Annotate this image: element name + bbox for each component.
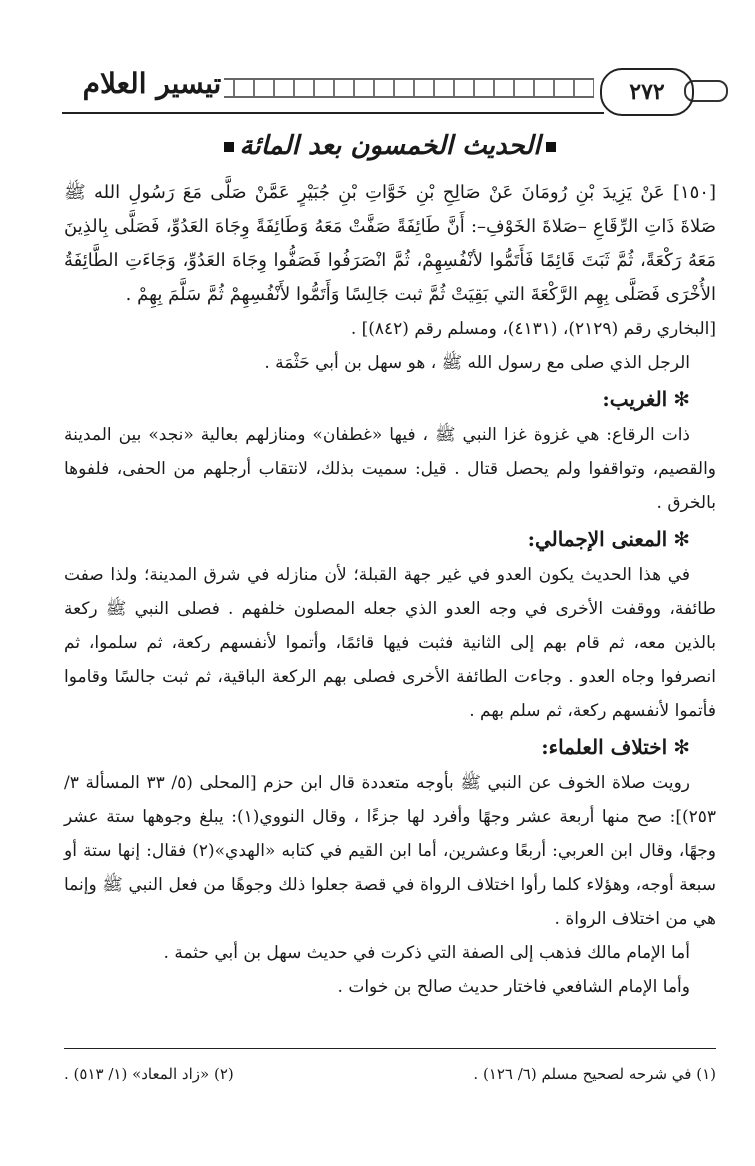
ikhtilaf-paragraph-3: وأما الإمام الشافعي فاختار حديث صالح بن خوات . — [337, 977, 690, 997]
section-heading-label: الغريب: — [602, 387, 668, 411]
asterisk-icon: ✻ — [673, 527, 690, 551]
page-content — [64, 126, 716, 1004]
book-title: تيسير العلام — [82, 67, 222, 100]
square-bullet-icon — [546, 142, 556, 152]
ikhtilaf-paragraph-2: أما الإمام مالك فذهب إلى الصفة التي ذكرت في حديث سهل بن أبي حثمة . — [163, 943, 690, 963]
hadith-note: الرجل الذي صلى مع رسول الله ﷺ ، هو سهل بن أبي حَثْمَة . — [264, 353, 690, 373]
header-chain-ornament-icon — [224, 78, 594, 98]
section-heading-meaning — [64, 520, 690, 558]
meaning-text: في هذا الحديث يكون العدو في غير جهة القبلة؛ لأن منازله في شرق المدينة؛ ولذا صفت طائفة، ووقفت الأخرى في وجه العدو الذي جعله المصلون خلفهم . فصلى النبي ﷺ ركعة بالذين معه، ثم قام بهم إلى الثانية فثبت فيها قائمًا، وأتموا لأنفسهم ركعة، ثم سلموا، ثم انصرفوا وجاه العدو . وجاءت الطائفة الأخرى فصلى بهم الركعة الباقية، ثم ثبت جالسًا وقاموا فأتموا لأنفسهم ركعة، ثم سلم بهم . — [64, 565, 717, 721]
gharib-text: ذات الرقاع: هي غزوة غزا النبي ﷺ ، فيها «غطفان» ومنازلهم بعالية «نجد» بين المدينة والقصيم، وتواقفوا ولم يحصل قتال . قيل: سميت بذلك، لانتقاب أرجلهم من الحفى، فلفوها بالخرق . — [64, 425, 716, 513]
hadith-reference: [البخاري رقم (٢١٢٩)، (٤١٣١)، ومسلم رقم (٨٤٢)] . — [350, 319, 716, 339]
asterisk-icon: ✻ — [673, 735, 690, 759]
hadith-text: [١٥٠] عَنْ يَزِيدَ بْنِ رُومَانَ عَنْ صَالِحِ بْنِ خَوَّاتِ بْنِ جُبَيْرٍ عَمَّنْ صَلَّى مَعَ رَسُولِ الله ﷺ صَلاةَ ذَاتِ الرِّقَاعِ –صَلاةَ الخَوْفِ–: أَنَّ طَائِفَةً صَفَّتْ مَعَهُ وَطَائِفَةً وِجَاهَ العَدُوِّ، فَصَلَّى بِالذِينَ مَعَهُ رَكْعَةً، ثُمَّ ثَبَتَ قَائِمًا فَأَتَمُّوا لأنْفُسِهِمْ، ثُمَّ انْصَرَفُوا فَصَفُّوا وِجَاهَ العَدُوِّ، وَجَاءَتِ الطَّائِفَةُ الأُخْرَى فَصَلَّى بِهِم الرَّكْعَةَ التي بَقِيَتْ ثُمَّ ثبت جَالِسًا وَأَتَمُّوا لأَنْفُسِهِمْ ثُمَّ سَلَّمَ بِهِمْ . — [64, 182, 716, 305]
section-heading-label: اختلاف العلماء: — [541, 735, 668, 759]
page-header — [62, 62, 722, 124]
footnotes — [64, 1048, 716, 1087]
section-heading-ikhtilaf — [64, 728, 690, 766]
ikhtilaf-paragraph-1: رويت صلاة الخوف عن النبي ﷺ بأوجه متعددة قال ابن حزم [المحلى (٥/ ٣٣ المسألة ٣/ ٢٥٣)]: صح منها أربعة عشر وجهًا وأفرد لها جزءًا ، وقال النووي(١): يبلغ وجوهها ستة عشر وجهًا، وقال ابن العربي: أربعًا وعشرين، أما ابن القيم في كتابه «الهدي»(٢) فقال: إنها ستة أو سبعة أوجه، وهؤلاء كلما رأوا اختلاف الرواة في قصة جعلوا ذلك وجوهًا من فعل النبي ﷺ وإنما هي من اختلاف الرواة . — [64, 773, 717, 929]
asterisk-icon: ✻ — [673, 387, 690, 411]
square-bullet-icon — [224, 142, 234, 152]
hadith-title-block — [64, 126, 716, 166]
hadith-title: الحديث الخمسون بعد المائة — [239, 131, 541, 161]
header-rule — [62, 112, 604, 114]
footnote-2: (٢) «زاد المعاد» (١/ ٥١٣) . — [64, 1065, 234, 1083]
footnote-1: (١) في شرحه لصحيح مسلم (٦/ ١٢٦) . — [473, 1065, 716, 1083]
section-heading-gharib — [64, 380, 690, 418]
page-number: ٢٧٢ — [600, 68, 694, 116]
section-heading-label: المعنى الإجمالي: — [527, 527, 668, 551]
